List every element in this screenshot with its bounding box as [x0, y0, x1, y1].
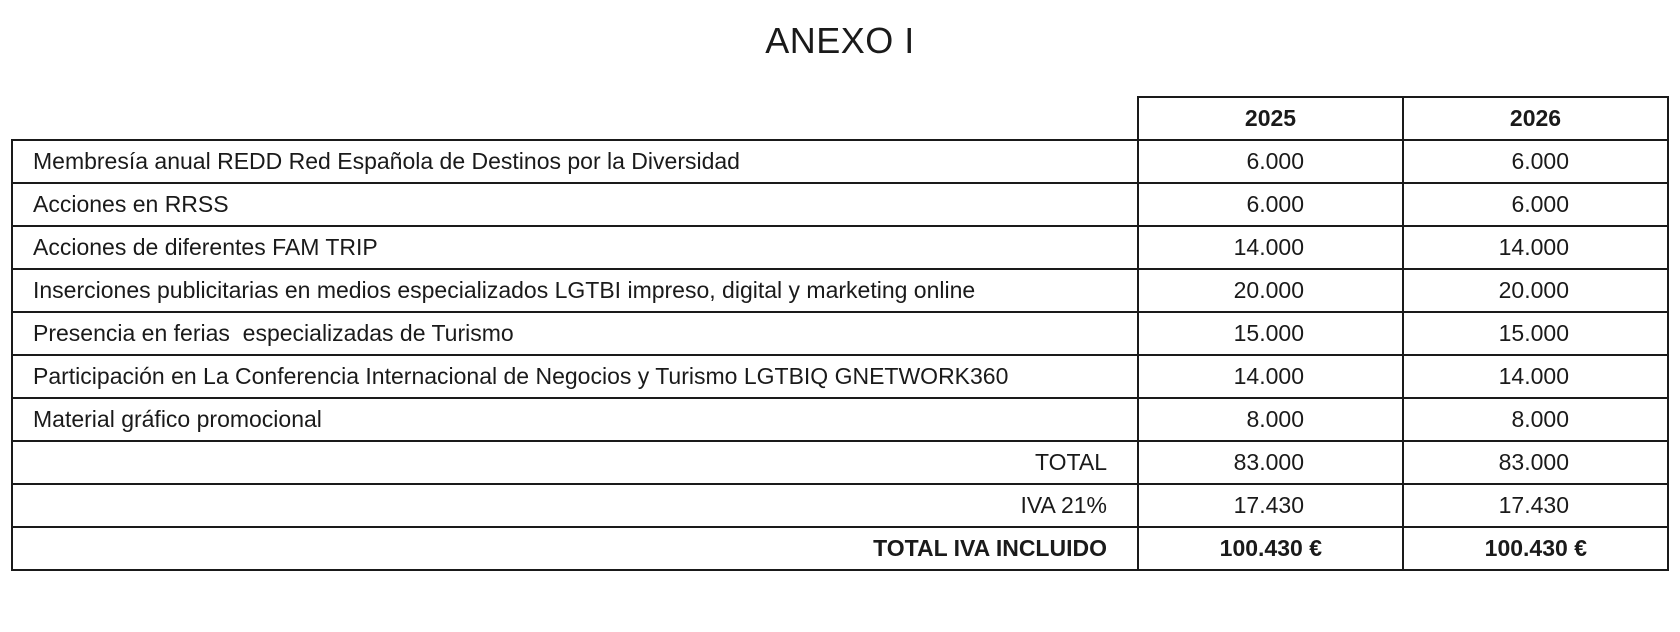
amount-2025-cell: 20.000 — [1138, 269, 1403, 312]
page-title: ANEXO I — [765, 20, 915, 61]
table-header-row — [12, 97, 1668, 140]
header-year-2026: 2026 — [1403, 97, 1668, 140]
concept-cell: Participación en La Conferencia Internacional de Negocios y Turismo LGTBIQ GNETWORK360 — [12, 355, 1138, 398]
amount-2026-cell: 20.000 — [1403, 269, 1668, 312]
table-row — [12, 226, 1668, 269]
amount-2025-cell: 15.000 — [1138, 312, 1403, 355]
iva-2026-cell: 17.430 — [1403, 484, 1668, 527]
grand-total-label: TOTAL IVA INCLUIDO — [12, 527, 1138, 570]
table-row — [12, 183, 1668, 226]
total-row — [12, 441, 1668, 484]
amount-2026-cell: 8.000 — [1403, 398, 1668, 441]
concept-cell: Material gráfico promocional — [12, 398, 1138, 441]
table-row — [12, 140, 1668, 183]
table-row — [12, 355, 1668, 398]
header-year-2025: 2025 — [1138, 97, 1403, 140]
amount-2026-cell: 14.000 — [1403, 355, 1668, 398]
concept-cell: Acciones en RRSS — [12, 183, 1138, 226]
iva-label: IVA 21% — [12, 484, 1138, 527]
amount-2026-cell: 14.000 — [1403, 226, 1668, 269]
grand-total-row — [12, 527, 1668, 570]
amount-2025-cell: 6.000 — [1138, 183, 1403, 226]
grand-total-2026-cell: 100.430 € — [1403, 527, 1668, 570]
total-2026-cell: 83.000 — [1403, 441, 1668, 484]
amount-2026-cell: 6.000 — [1403, 183, 1668, 226]
amount-2025-cell: 8.000 — [1138, 398, 1403, 441]
total-label: TOTAL — [12, 441, 1138, 484]
amount-2026-cell: 15.000 — [1403, 312, 1668, 355]
concept-cell: Acciones de diferentes FAM TRIP — [12, 226, 1138, 269]
table-row — [12, 269, 1668, 312]
grand-total-2025-cell: 100.430 € — [1138, 527, 1403, 570]
concept-cell: Presencia en ferias especializadas de Turismo — [12, 312, 1138, 355]
concept-cell: Inserciones publicitarias en medios especializados LGTBI impreso, digital y marketing online — [12, 269, 1138, 312]
total-2025-cell: 83.000 — [1138, 441, 1403, 484]
concept-cell: Membresía anual REDD Red Española de Destinos por la Diversidad — [12, 140, 1138, 183]
iva-2025-cell: 17.430 — [1138, 484, 1403, 527]
amount-2025-cell: 14.000 — [1138, 226, 1403, 269]
iva-row — [12, 484, 1668, 527]
budget-table — [11, 96, 1669, 571]
amount-2025-cell: 6.000 — [1138, 140, 1403, 183]
table-row — [12, 312, 1668, 355]
header-blank-cell — [12, 97, 1138, 140]
amount-2025-cell: 14.000 — [1138, 355, 1403, 398]
amount-2026-cell: 6.000 — [1403, 140, 1668, 183]
table-row — [12, 398, 1668, 441]
